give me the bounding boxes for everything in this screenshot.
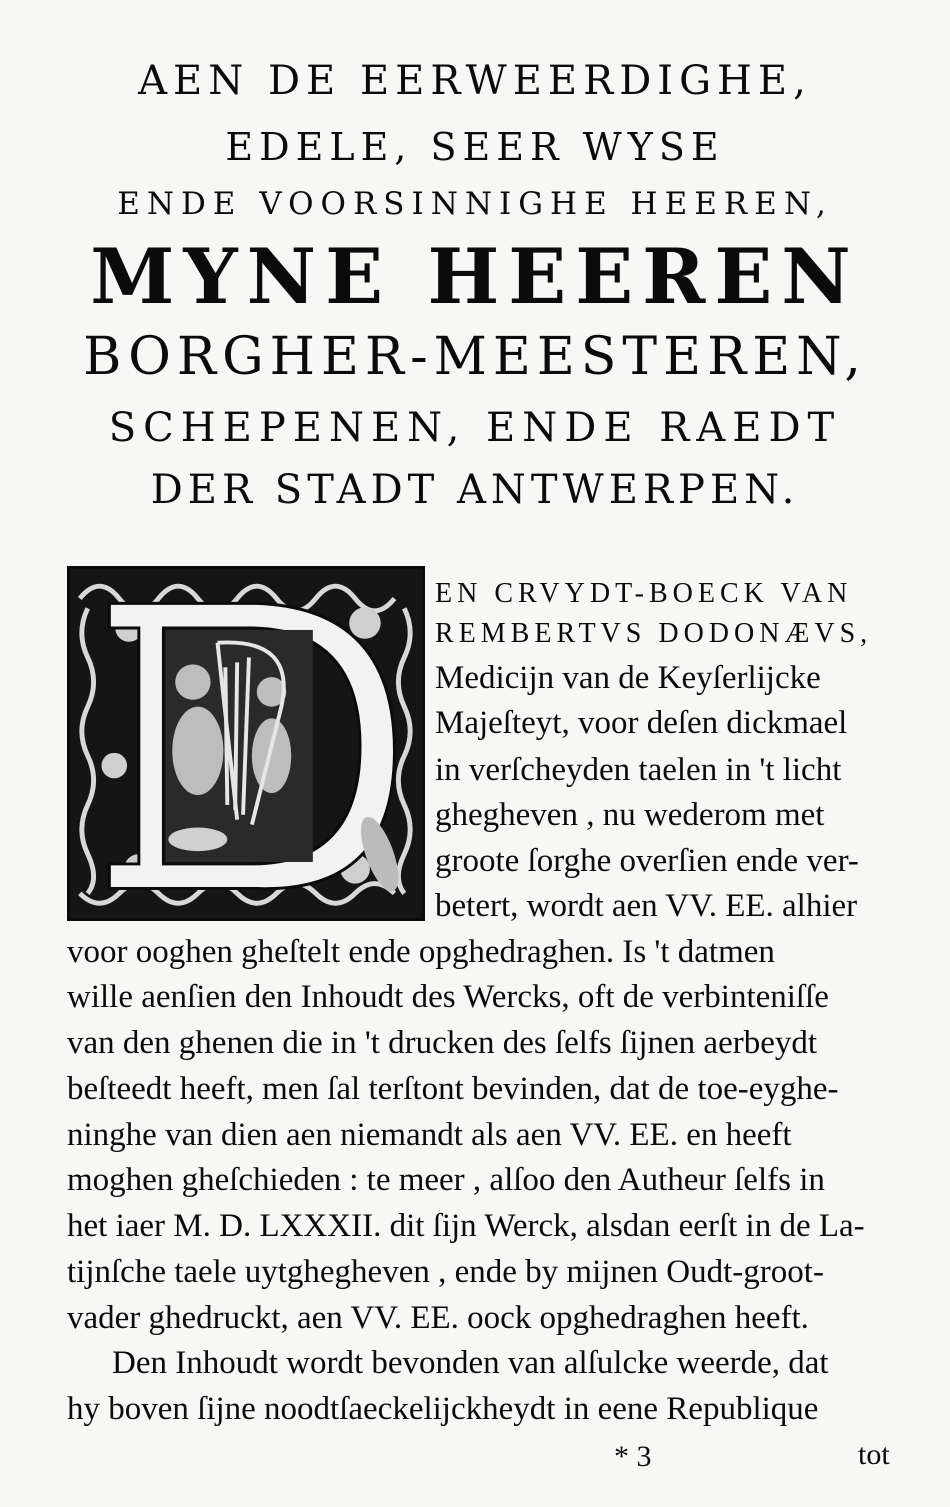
catchword: tot — [858, 1438, 890, 1471]
body-line-14: moghen gheſchieden : te meer , alſoo den Autheur ſelfs in — [67, 1162, 825, 1198]
body-line-2: REMBERTVS DODONÆVS, — [435, 618, 873, 649]
body-line-1: EN CRVYDT-BOECK VAN — [435, 578, 853, 609]
body-line-17: vader ghedruckt, aen VV. EE. oock opghedraghen heeft. — [67, 1300, 809, 1336]
body-line-8: betert, wordt aen VV. EE. alhier — [435, 888, 858, 924]
heading-line-4: MYNE HEEREN — [90, 232, 860, 321]
body-line-16: tijnſche taele uytghegheven , ende by mijnen Oudt-groot- — [67, 1254, 824, 1290]
heading-line-2: EDELE, SEER WYSE — [225, 125, 725, 169]
body-line-12: beſteedt heeft, men ſal terſtont bevinden, dat de toe-eyghe- — [67, 1071, 839, 1107]
body-line-5: in verſcheyden taelen in 't licht — [435, 752, 842, 788]
body-line-19: hy boven ſijne noodtſaeckelijckheydt in eene Republique — [67, 1391, 819, 1427]
body-line-4: Majeſteyt, voor deſen dickmael — [435, 705, 848, 741]
signature-mark: * 3 — [614, 1440, 652, 1473]
body-line-10: wille aenſien den Inhoudt des Wercks, oft de verbinteniſſe — [67, 979, 829, 1015]
heading-line-7: DER STADT ANTWERPEN. — [150, 467, 800, 513]
heading-line-5: BORGHER-MEESTEREN, — [83, 327, 867, 387]
body-line-13: ninghe van dien aen niemandt als aen VV. EE. en heeft — [67, 1117, 792, 1153]
body-line-18: Den Inhoudt wordt bevonden van alſulcke weerde, dat — [112, 1345, 829, 1381]
body-line-3: Medicijn van de Keyſerlijcke — [435, 660, 821, 696]
heading-line-6: SCHEPENEN, ENDE RAEDT — [108, 405, 842, 451]
heading-line-1: AEN DE EERWEERDIGHE, — [138, 58, 812, 104]
decorated-initial — [67, 566, 425, 921]
body-line-9: voor ooghen gheſtelt ende opghedraghen. Is 't datmen — [67, 934, 775, 970]
heading-line-3: ENDE VOORSINNIGHE HEEREN, — [117, 186, 833, 222]
body-line-6: ghegheven , nu wederom met — [435, 797, 825, 833]
body-line-15: het iaer M. D. LXXXII. dit ſijn Werck, alsdan eerſt in de La- — [67, 1208, 865, 1244]
woodcut-initial-illustration — [70, 569, 422, 918]
body-line-7: groote ſorghe overſien ende ver- — [435, 843, 859, 879]
body-line-11: van den ghenen die in 't drucken des ſelfs ſijnen aerbeydt — [67, 1025, 818, 1061]
